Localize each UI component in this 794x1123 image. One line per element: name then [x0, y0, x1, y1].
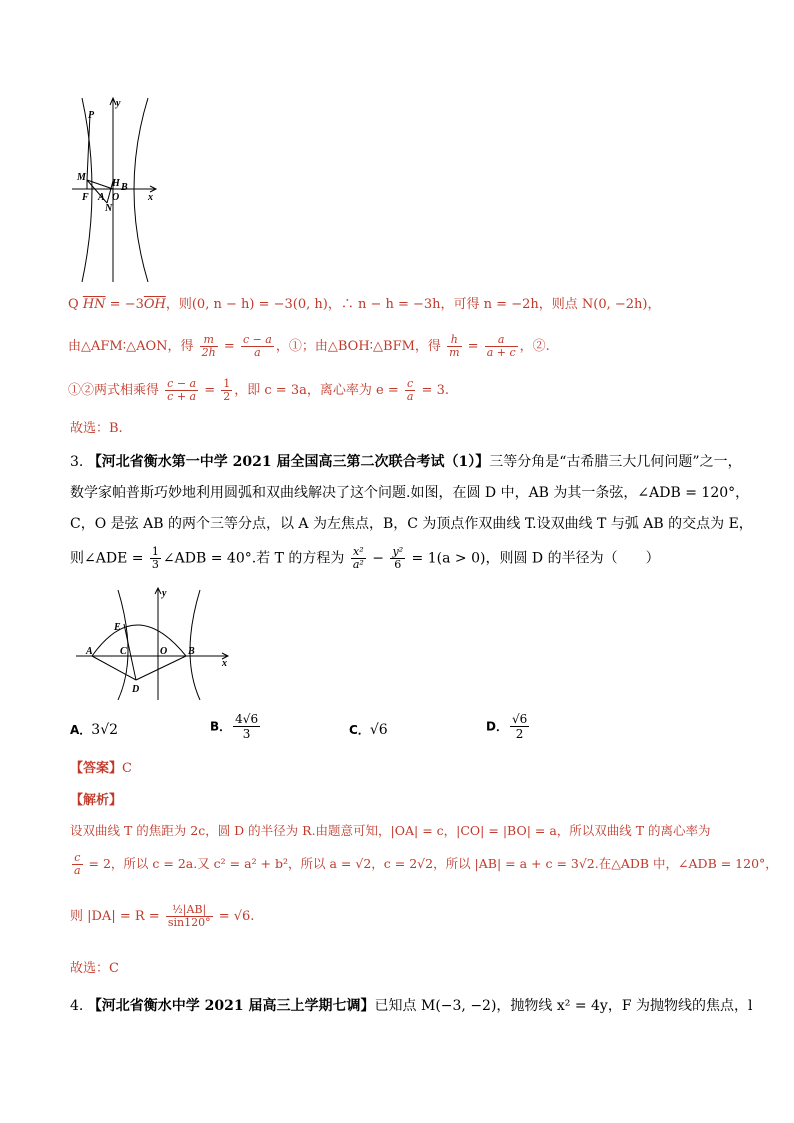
- option-c: C．√6: [349, 722, 388, 738]
- solution-line-3: ①②两式相乘得 $\frac{c - a}{c + a}$ = $\frac{1}{2}$ ，即 c = 3a，离心率为 e = $\frac{c}{a}$ = 3.: [68, 377, 449, 403]
- solution-line-2: 由△AFM∶△AON，得 $\frac{m}{2h}$ = $\frac{c - a}{a}$ ，①；由△BOH∶△BFM，得 $\frac{h}{m}$ = $\frac{a}{a + c}$ ，②.: [68, 333, 550, 359]
- option-b: B． $\frac{4√6}{3}$: [210, 712, 259, 741]
- analysis-tag: 【解析】: [70, 793, 123, 808]
- question-3-line-4: 则∠ADE = $\frac{1}{3}$ ∠ADB = 40°.若 T 的方程为 $\frac{\text{x²}}{\text{a²}}$ − $\frac{\text{y²}}{6}$ = 1(a > 0)，则圆 D 的半径为（ ）: [70, 545, 660, 571]
- fig1-label-O: O: [112, 192, 120, 203]
- fig1-label-x: x: [148, 192, 153, 203]
- solution-line-1: Q $\overline{HN} = -3\overline{OH}$，则(0, n − h) = −3(0, h)，∴ n − h = −3h，可得 n = −2h，则点 N(0, −2h)，: [68, 297, 661, 312]
- analysis-line-3: 则 |DA| = R = $\frac{\text{½|AB|}}{\sin 120^\circ}$ = √6.: [70, 903, 255, 929]
- answer-line: 【答案】C: [70, 761, 132, 776]
- fig1-label-F: F: [82, 192, 89, 203]
- analysis-choice: 故选：C: [70, 961, 119, 976]
- fig2-label-E: E: [114, 622, 121, 633]
- fig2-label-x: x: [222, 658, 227, 669]
- option-d: D． $\frac{√6}{2}$: [486, 712, 528, 741]
- fig2-label-O: O: [160, 646, 168, 657]
- fig1-label-H: H: [112, 178, 120, 189]
- fig2-label-D: D: [132, 684, 140, 695]
- analysis-line-1: 设双曲线 T 的焦距为 2c，圆 D 的半径为 R.由题意可知，|OA| = c，|CO| = |BO| = a，所以双曲线 T 的离心率为: [70, 823, 711, 838]
- fig2-label-C: C: [120, 646, 127, 657]
- hyperbola-figure-1: [68, 96, 164, 282]
- fig1-label-A: A: [98, 192, 105, 203]
- analysis-line-2: $\frac{c}{a}$ = 2，所以 c = 2a.又 c² = a² + b²，所以 a = √2，c = 2√2，所以 |AB| = a + c = 3√2.在△ADB 中，∠ADB = 120°，: [74, 851, 778, 877]
- question-4-line-1: 4. 【河北省衡水中学 2021 届高三上学期七调】已知点 M(−3, −2)，抛物线 x² = 4y，F 为抛物线的焦点，l: [70, 998, 753, 1014]
- fig1-label-B: B: [121, 182, 128, 193]
- fig1-label-y: y: [116, 98, 121, 109]
- question-3-line-2: 数学家帕普斯巧妙地利用圆弧和双曲线解决了这个问题.如图，在圆 D 中，AB 为其一条弦，∠ADB = 120°，: [70, 485, 750, 501]
- hyperbola-circle-figure-2: [74, 584, 236, 700]
- fig2-label-y: y: [162, 588, 167, 599]
- fig2-label-A: A: [86, 646, 93, 657]
- fig1-label-N: N: [105, 203, 113, 214]
- option-a: A．3√2: [70, 722, 119, 738]
- fig1-label-P: P: [88, 110, 95, 121]
- fig1-label-M: M: [77, 172, 86, 183]
- question-3-line-3: C，O 是弦 AB 的两个三等分点，以 A 为左焦点，B，C 为顶点作双曲线 T.设双曲线 T 与弧 AB 的交点为 E，: [70, 516, 753, 532]
- solution-answer-2: 故选：B.: [70, 421, 123, 436]
- fig2-label-B: B: [188, 646, 195, 657]
- question-3-line-1: 3. 【河北省衡水第一中学 2021 届全国高三第二次联合考试（1）】三等分角是“古希腊三大几何问题”之一，: [70, 454, 742, 470]
